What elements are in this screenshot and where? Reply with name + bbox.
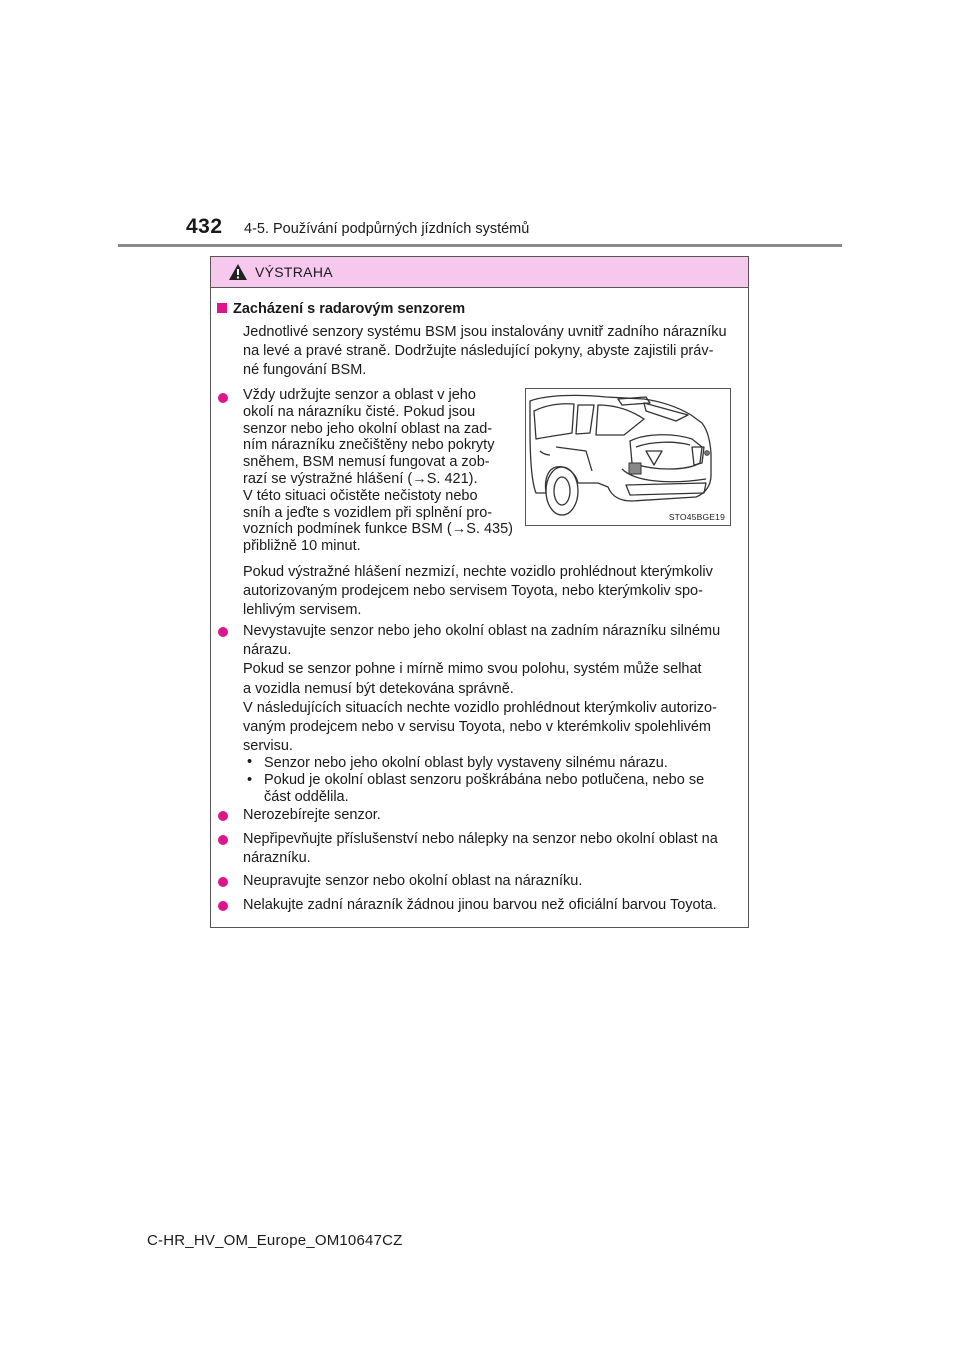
figure-code: STO45BGE19 [668, 512, 725, 522]
footer-doc-code: C-HR_HV_OM_Europe_OM10647CZ [147, 1232, 403, 1249]
item2-line: Nevystavujte senzor nebo jeho okolní oblast na zadním nárazníku silnému [243, 623, 721, 639]
page-number: 432 [186, 215, 223, 238]
bullet-icon [218, 901, 228, 911]
car-rear-figure [525, 388, 731, 526]
item1-cont-line: autorizovaným prodejcem nebo servisem Toyota, nebo kterýmkoliv spo- [243, 583, 703, 600]
item1-line: vozních podmínek funkce BSM (→S. 435) [243, 521, 513, 538]
warning-box [210, 256, 749, 928]
item2-line: a vozidla nemusí být detekována správně. [243, 680, 514, 697]
item1-cont-line: lehlivým servisem. [243, 602, 362, 619]
item1-cont-line: Pokud výstražné hlášení nezmizí, nechte vozidlo prohlédnout kterýmkoliv [243, 564, 713, 580]
item1-line: přibližně 10 minut. [243, 538, 361, 555]
item1-line: sněhem, BSM nemusí fungovat a zob- [243, 454, 490, 471]
square-bullet-icon [217, 303, 227, 313]
item1-line: V této situaci očistěte nečistoty nebo [243, 487, 478, 504]
item1-text [243, 387, 515, 555]
warning-header [211, 257, 748, 288]
bullet-icon [218, 811, 228, 821]
item4-text [243, 830, 743, 868]
bullet-icon [218, 877, 228, 887]
item2-line: V následujících situacích nechte vozidlo prohlédnout kterýmkoliv autorizo- [243, 699, 717, 716]
intro-line: né fungování BSM. [243, 362, 367, 379]
item2-line: servisu. [243, 738, 293, 755]
sub-item-2-line: Pokud je okolní oblast senzoru poškrábána nebo potlučena, nebo se [264, 772, 705, 788]
item2-line: vaným prodejcem nebo v servisu Toyota, nebo v kterémkoliv spolehlivém [243, 719, 711, 736]
bullet-icon [218, 627, 228, 637]
item2-line: Pokud se senzor pohne i mírně mimo svou polohu, systém může selhat [243, 661, 702, 678]
bullet-icon [218, 393, 228, 403]
item2-text [243, 622, 743, 756]
item4-line: nárazníku. [243, 850, 311, 867]
bullet-icon [218, 835, 228, 845]
intro-paragraph [243, 323, 743, 381]
car-rear-illustration [526, 389, 730, 525]
item1-line: razí se výstražné hlášení (→S. 421). [243, 470, 478, 487]
warning-triangle-icon [228, 263, 248, 281]
item1-line: Vždy udržujte senzor a oblast v jeho [243, 387, 476, 403]
sub-item-2 [264, 772, 743, 806]
item2-line: nárazu. [243, 642, 292, 659]
item1-line: ním nárazníku znečištěny nebo pokryty [243, 437, 495, 454]
item4-line: Nepřipevňujte příslušenství nebo nálepky na senzor nebo okolní oblast na [243, 831, 718, 847]
item1-continuation [243, 563, 743, 621]
intro-line: Jednotlivé senzory systému BSM jsou instalovány uvnitř zadního nárazníku [243, 324, 727, 340]
sub-item-2-line: část oddělila. [264, 788, 349, 805]
sub-bullet-dot: • [247, 754, 253, 770]
subheading-text: Zacházení s radarovým senzorem [233, 301, 466, 317]
sub-bullet-dot: • [247, 772, 253, 788]
header-rule [118, 244, 842, 247]
item1-line: senzor nebo jeho okolní oblast na zad- [243, 420, 493, 437]
item1-line: sníh a jeďte s vozidlem při splnění pro- [243, 504, 493, 521]
subheading [217, 301, 465, 317]
item5-text: Neupravujte senzor nebo okolní oblast na nárazníku. [243, 873, 583, 889]
section-title: 4-5. Používání podpůrných jízdních systémů [244, 221, 530, 237]
item6-text: Nelakujte zadní nárazník žádnou jinou barvou než oficiální barvou Toyota. [243, 897, 717, 913]
item1-line: okolí na nárazníku čisté. Pokud jsou [243, 403, 476, 420]
sub-item-1: Senzor nebo jeho okolní oblast byly vystaveny silnému nárazu. [264, 755, 668, 771]
intro-line: na levé a pravé straně. Dodržujte následující pokyny, abyste zajistili práv- [243, 343, 714, 360]
item3-text: Nerozebírejte senzor. [243, 807, 381, 823]
warning-title: VÝSTRAHA [255, 264, 333, 280]
